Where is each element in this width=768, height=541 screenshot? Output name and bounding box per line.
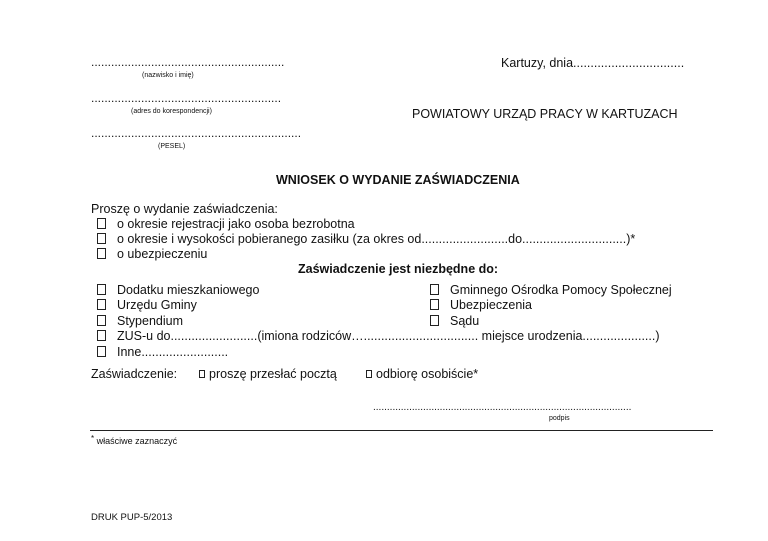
address-dotted-field[interactable]: ......................................................... (91, 91, 282, 105)
option-label: ZUS-u do.........................(imiona rodziców…................................. miejsce urodzenia.....................) (117, 329, 660, 343)
delivery-option-mail[interactable] (199, 367, 337, 381)
request-option-insurance[interactable] (97, 247, 207, 261)
option-label: Gminnego Ośrodka Pomocy Społecznej (450, 283, 672, 297)
footnote (91, 434, 177, 446)
checkbox[interactable] (199, 370, 205, 378)
pesel-dotted-field[interactable]: ............................................................... (91, 126, 302, 140)
signature-dotted-field[interactable]: ............................................................................................. (373, 402, 632, 413)
purpose-option-municipality[interactable] (97, 298, 197, 312)
option-label: Dodatku mieszkaniowego (117, 283, 260, 297)
request-intro: Proszę o wydanie zaświadczenia: (91, 202, 278, 216)
checkbox[interactable] (430, 299, 439, 310)
purpose-option-court[interactable] (430, 314, 479, 328)
purpose-option-other[interactable] (97, 345, 228, 359)
address-caption: (adres do korespondencji) (131, 108, 212, 115)
option-label: o okresie rejestracji jako osoba bezrobotna (117, 217, 355, 231)
delivery-option-personal[interactable] (366, 367, 478, 381)
signature-caption: podpis (549, 415, 570, 422)
checkbox[interactable] (97, 315, 106, 326)
checkbox[interactable] (430, 315, 439, 326)
request-option-benefit[interactable] (97, 232, 635, 246)
option-label: Stypendium (117, 314, 184, 328)
checkbox[interactable] (97, 346, 106, 357)
name-dotted-field[interactable]: .......................................................... (91, 55, 285, 69)
form-title: WNIOSEK O WYDANIE ZAŚWIADCZENIA (276, 173, 520, 187)
purpose-option-zus[interactable] (97, 329, 660, 343)
name-caption: (nazwisko i imię) (142, 72, 194, 79)
pesel-caption: (PESEL) (158, 143, 186, 150)
purpose-heading: Zaświadczenie jest niezbędne do: (298, 262, 499, 276)
option-label: Urzędu Gminy (117, 298, 197, 312)
checkbox[interactable] (97, 330, 106, 341)
option-label: Inne......................... (117, 345, 229, 359)
checkbox[interactable] (430, 284, 439, 295)
recipient-office: POWIATOWY URZĄD PRACY W KARTUZACH (412, 107, 678, 121)
option-label: Sądu (450, 314, 480, 328)
purpose-option-housing[interactable] (97, 283, 259, 297)
purpose-option-scholarship[interactable] (97, 314, 183, 328)
checkbox[interactable] (97, 233, 106, 244)
checkbox[interactable] (97, 248, 106, 259)
purpose-option-insurance[interactable] (430, 298, 532, 312)
footnote-text: właściwe zaznaczyć (96, 436, 178, 446)
option-label: o okresie i wysokości pobieranego zasiłku (za okres od.........................do..............................)* (117, 232, 636, 246)
checkbox[interactable] (97, 299, 106, 310)
checkbox[interactable] (366, 370, 372, 378)
option-label: o ubezpieczeniu (117, 247, 208, 261)
option-label: odbiorę osobiście* (376, 367, 479, 381)
footnote-mark: * (91, 434, 95, 443)
purpose-option-social-welfare[interactable] (430, 283, 672, 297)
option-label: proszę przesłać pocztą (209, 367, 337, 381)
request-option-registration[interactable] (97, 217, 355, 231)
footnote-divider (90, 430, 713, 431)
checkbox[interactable] (97, 284, 106, 295)
checkbox[interactable] (97, 218, 106, 229)
option-label: Ubezpieczenia (450, 298, 532, 312)
form-code: DRUK PUP-5/2013 (91, 512, 173, 523)
delivery-label: Zaświadczenie: (91, 367, 178, 381)
place-date-field[interactable]: Kartuzy, dnia................................ (501, 56, 685, 70)
